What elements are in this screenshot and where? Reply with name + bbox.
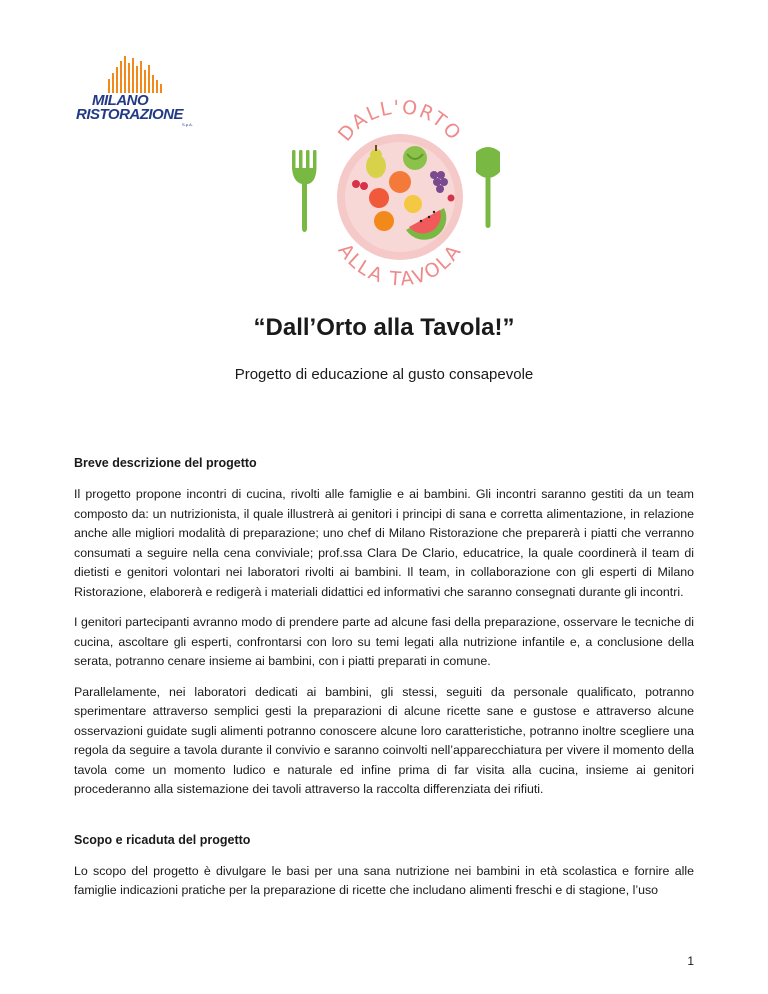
hero-bottom-text: ALLA TAVOLA (333, 239, 467, 290)
orange-icon (389, 171, 411, 193)
logo-line-milano: MILANO (92, 92, 149, 109)
paragraph: Lo scopo del progetto è divulgare le basi per una sana nutrizione nei bambini in età scolastica e fornire alle famiglie indicazioni pratiche per la preparazione di ricette che includano alimenti freschi e di stagione, l’uso (74, 863, 694, 897)
tomato-icon (369, 188, 389, 208)
section-heading-purpose: Scopo e ricaduta del progetto (74, 832, 251, 847)
logo-suffix: S.p.A. (182, 122, 193, 127)
document-body (74, 456, 694, 912)
paragraph: Parallelamente, nei laboratori dedicati ai bambini, gli stessi, seguiti da personale qualificato, potranno sperimentare attraverso semplici gesti la preparazioni di alcune ricette sane e gustose e attraverso alcune osservazioni guidate sugli alimenti potranno conoscere alcune loro caratteristiche, potranno inoltre scegliere una regola da seguire a tavola durante il convivio e saranno coinvolti nell’apparecchiatura per vivere il momento della tavola come un momento ludico e naturale ed infine prima di far visita alla cucina, insieme ai genitori procederanno alla sistemazione dei tavoli attraverso la raccolta differenziata dei rifiuti. (74, 684, 694, 796)
section-heading-description: Breve descrizione del progetto (74, 456, 257, 470)
garden-spade-icon (476, 147, 500, 228)
plate-inner (345, 142, 455, 252)
cabbage-icon (403, 146, 427, 170)
hero-top-text: DALL'ORTO (333, 96, 466, 146)
page-number: 1 (687, 954, 694, 968)
dall-orto-alla-tavola-illustration (288, 80, 512, 290)
document-title: “Dall’Orto alla Tavola!” (253, 314, 515, 341)
milano-ristorazione-logo (74, 55, 192, 127)
apricot-icon (374, 211, 394, 231)
lemon-icon (404, 195, 422, 213)
paragraph: I genitori partecipanti avranno modo di prendere parte ad alcune fasi della preparazione, osservare le tecniche di cucina, ascoltare gli esperti, confrontarsi con loro su temi legati alla nutrizione infantile e, a conclusione della serata, potranno cenare insieme ai bambini, con i piatti preparati in comune. (74, 615, 694, 668)
fork-icon (292, 150, 317, 232)
paragraph: Il progetto propone incontri di cucina, rivolti alle famiglie e ai bambini. Gli incontri saranno gestiti da un team composto da: un nutrizionista, il quale illustrerà ai genitori i principi di sana e corretta alimentazione, in relazione anche alle migliori modalità di preparazione; uno chef di Milano Ristorazione che preparerà i piatti che verranno consumati a seguire nella cena conviviale; prof.ssa Clara De Clario, educatrice, la quale coordinerà il team di dietisti e genitori volontari nei laboratori rivolti ai bambini. Il team, in collaborazione con gli esperti di Milano Ristorazione, elaborerà e redigerà i materiali didattici ed informativi che saranno consegnati durante gli incontri. (74, 487, 694, 599)
logo-line-ristorazione: RISTORAZIONE (76, 106, 184, 123)
document-subtitle: Progetto di educazione al gusto consapevole (234, 366, 534, 383)
